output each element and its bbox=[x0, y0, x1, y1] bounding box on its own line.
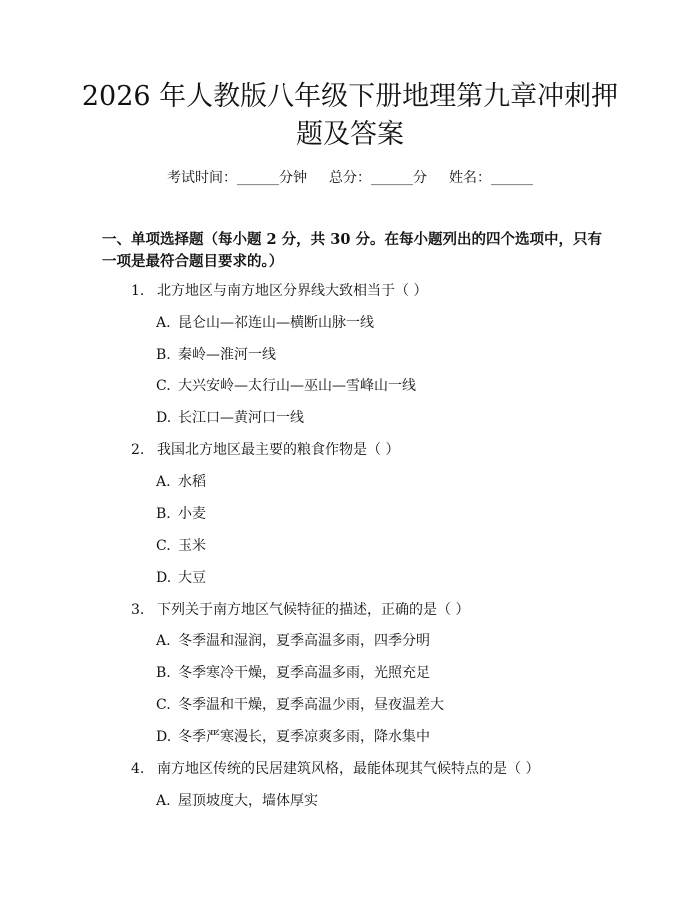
option-text: 冬季寒冷干燥，夏季高温多雨，光照充足 bbox=[178, 665, 430, 681]
option-text: 昆仑山—祁连山—横断山脉一线 bbox=[178, 315, 374, 331]
question-text: 我国北方地区最主要的粮食作物是（ ） bbox=[157, 442, 400, 458]
question-2-option-d bbox=[156, 568, 206, 588]
question-3-option-b bbox=[156, 663, 430, 683]
question-3 bbox=[131, 600, 469, 620]
option-letter: A. bbox=[156, 633, 171, 649]
exam-total-score: 总分：______分 bbox=[329, 170, 427, 186]
option-text: 冬季温和湿润，夏季高温多雨，四季分明 bbox=[178, 633, 430, 649]
option-text: 水稻 bbox=[178, 474, 206, 490]
question-3-option-a bbox=[156, 631, 430, 651]
option-text: 玉米 bbox=[178, 538, 206, 554]
option-letter: A. bbox=[156, 474, 171, 490]
question-1-option-b bbox=[156, 345, 276, 365]
section-heading: 一、单项选择题（每小题 2 分，共 30 分。在每小题列出的四个选项中，只有一项是最符合题目要求的。） bbox=[102, 231, 602, 270]
question-2-option-b bbox=[156, 504, 206, 524]
question-text: 南方地区传统的民居建筑风格，最能体现其气候特点的是（ ） bbox=[157, 761, 540, 777]
option-letter: C. bbox=[156, 378, 171, 394]
exam-meta bbox=[0, 168, 700, 188]
option-letter: D. bbox=[156, 410, 172, 426]
page-title: 2026 年人教版八年级下册地理第九章冲刺押题及答案 bbox=[81, 81, 619, 150]
option-letter: C. bbox=[156, 538, 171, 554]
question-number: 1. bbox=[131, 283, 145, 299]
question-number: 2. bbox=[131, 442, 145, 458]
option-text: 长江口—黄河口一线 bbox=[178, 410, 304, 426]
question-4 bbox=[131, 759, 539, 779]
option-text: 秦岭—淮河一线 bbox=[178, 347, 276, 363]
question-1-option-c bbox=[156, 376, 416, 396]
option-letter: B. bbox=[156, 665, 171, 681]
student-name: 姓名：______ bbox=[449, 170, 533, 186]
option-text: 冬季严寒漫长，夏季凉爽多雨，降水集中 bbox=[178, 729, 430, 745]
question-number: 4. bbox=[131, 761, 145, 777]
option-text: 屋顶坡度大，墙体厚实 bbox=[178, 793, 318, 809]
option-letter: A. bbox=[156, 315, 171, 331]
option-letter: A. bbox=[156, 793, 171, 809]
option-letter: B. bbox=[156, 347, 171, 363]
question-text: 下列关于南方地区气候特征的描述，正确的是（ ） bbox=[157, 602, 470, 618]
option-letter: C. bbox=[156, 697, 171, 713]
option-letter: D. bbox=[156, 570, 172, 586]
question-1 bbox=[131, 281, 427, 301]
exam-time: 考试时间：______分钟 bbox=[167, 170, 307, 186]
question-2 bbox=[131, 440, 399, 460]
question-3-option-d bbox=[156, 727, 430, 747]
option-letter: D. bbox=[156, 729, 172, 745]
option-text: 小麦 bbox=[178, 506, 206, 522]
option-text: 大豆 bbox=[178, 570, 206, 586]
question-3-option-c bbox=[156, 695, 444, 715]
question-1-option-d bbox=[156, 408, 304, 428]
question-1-option-a bbox=[156, 313, 374, 333]
question-text: 北方地区与南方地区分界线大致相当于（ ） bbox=[157, 283, 428, 299]
question-2-option-c bbox=[156, 536, 206, 556]
option-letter: B. bbox=[156, 506, 171, 522]
option-text: 冬季温和干燥，夏季高温少雨，昼夜温差大 bbox=[178, 697, 444, 713]
question-2-option-a bbox=[156, 472, 206, 492]
question-number: 3. bbox=[131, 602, 145, 618]
option-text: 大兴安岭—太行山—巫山—雪峰山一线 bbox=[178, 378, 416, 394]
question-4-option-a bbox=[156, 791, 318, 811]
